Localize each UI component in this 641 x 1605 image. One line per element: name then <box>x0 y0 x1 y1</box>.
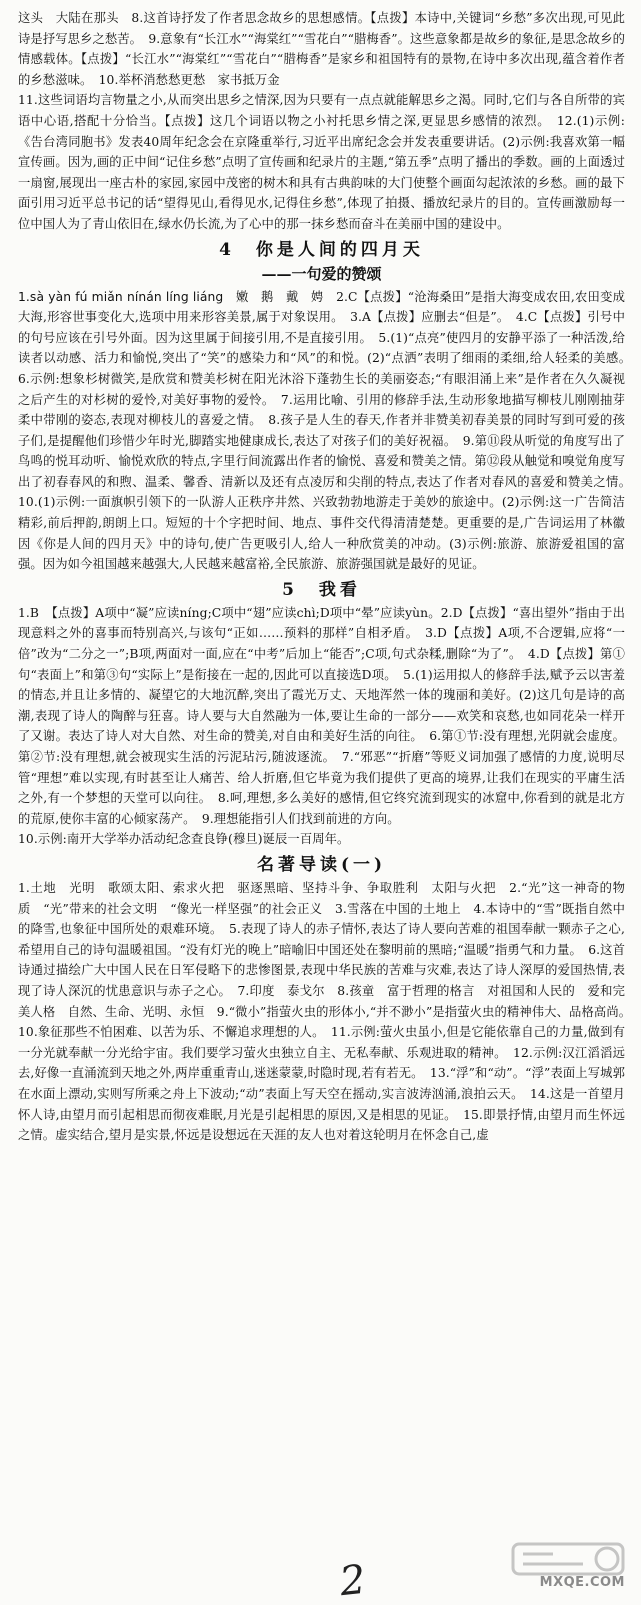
answer-page <box>18 8 638 1600</box>
answer-paragraph-classics: 1.土地 光明 歌颂太阳、索求火把 驱逐黑暗、坚持斗争、争取胜利 太阳与火把 2.“光”这一神奇的物质 “光”带来的社会文明 “像光一样坚强”的社会正义 3.雪落在中国的土地上 4.本诗中的“雪”既指自然中的降雪,也象征中国所处的艰难环境。 5.表现了诗人的赤子情怀,表达了诗人要向苦难的祖国奉献一颗赤子之心,希望用自己的诗句温暖祖国。“没有灯光的晚上”暗喻旧中国还处在黎明前的黑暗;“温暖”指勇气和力量。 6.这首诗通过描绘广大中国人民在日军侵略下的悲惨图景,表现中华民族的苦难与灾难,表达了诗人深厚的爱国热情,表现了诗人深沉的忧患意识与赤子之心。 7.印度 泰戈尔 8.孩童 富于哲理的格言 对祖国和人民的 爱和完美人格 自然、生命、光明、永恒 9.“微小”指萤火虫的形体小,“并不渺小”是指萤火虫的精神伟大、品格高尚。 10.象征那些不怕困难、以苦为乐、不懈追求理想的人。 11.示例:萤火虫虽小,但是它能依靠自己的力量,做到有一分光就奉献一分光给宇宙。我们要学习萤火虫独立自主、无私奉献、乐观进取的精神。 12.示例:汉江滔滔远去,好像一直涌流到天地之外,两岸重重青山,迷迷蒙蒙,时隐时现,若有若无。 13.“浮”和“动”。“浮”表面上写城郭在水面上漂动,实则写所乘之舟上下波动;“动”表面上写天空在摇动,实言波涛汹涌,浪拍云天。 14.这是一首望月怀人诗,由望月而引起相思而彻夜难眠,月光是引起相思的原因,又是相思的见证。 15.即景抒情,由望月而生怀远之情。虚实结合,望月是实景,怀远是设想远在天涯的友人也对着这轮明月在怀念自己,虚 <box>18 880 638 1143</box>
answer-paragraph-ch5: 1.B 【点拨】A项中“凝”应读níng;C项中“翅”应读chì;D项中“晕”应读yùn。2.D【点拨】“喜出望外”指由于出现意料之外的喜事而特别高兴,与该句“正如……预料的那样”自相矛盾。 3.D【点拨】A项,不合逻辑,应将“一倍”改为“二分之一”;B项,两面对一面,应在“中考”后加上“能否”;C项,句式杂糅,删除“为了”。 4.D【点拨】第①句“表面上”和第③句“实际上”是衔接在一起的,因此可以直接选D项。 5.(1)运用拟人的修辞手法,赋予云以害羞的情态,并且让多情的、凝望它的大地沉醉,突出了霞光万丈、天地浑然一体的瑰丽和美好。(2)这几句是诗的高潮,表现了诗人的陶醉与狂喜。诗人要与大自然融为一体,要让生命的一部分——欢笑和哀愁,也如同花朵一样开了又谢。表达了诗人对大自然、对生命的赞美,对自由和美好生活的向往。 6.第①节:没有理想,光阴就会虚度。第②节:没有理想,就会被现实生活的污泥玷污,随波逐流。 7.“邪恶”“折磨”等贬义词加强了感情的力度,说明尽管“理想”难以实现,有时甚至让人痛苦、给人折磨,但它毕竟为我们提供了更高的境界,让我们在现实的平庸生活之外,有一个梦想的天堂可以向往。 8.呵,理想,多么美好的感情,但它终究流到现实的冰窟中,你看到的就是北方的荒原,使你丰富的心倾家荡产。 9.理想能指引人们找到前进的方向。 <box>18 605 625 826</box>
section-subtitle-4: ——一句爱的赞颂 <box>261 264 382 283</box>
section-title-5: 5 我看 <box>282 579 361 600</box>
answer-paragraph-ch3-q11-12: 11.这些词语均言物量之小,从而突出思乡之情深,因为只要有一点点就能解思乡之渴。同时,它们与各自所带的宾语中心语,搭配十分恰当。【点拨】这几个词语以物之小衬托思乡情之深,更显思乡感情的浓烈。 12.(1)示例:《告台湾同胞书》发表40周年纪念会在京隆重举行,习近平出席纪念会并发表重要讲话。(2)示例:我喜欢第一幅宣传画。因为,画的正中间“记住乡愁”点明了宣传画和纪录片的主题,“第五季”点明了播出的季数。画的上面透过一扇窗,展现出一座古朴的家园,家园中茂密的树木和具有古典韵味的大门使整个画面勾起浓浓的乡愁。画的最下面引用习近平总书记的话“望得见山,看得见水,记得住乡愁”,体现了拍摄、播放纪录片的目的。宣传画激励每一位中国人为了青山依旧在,绿水仍长流,为了心中的那一抹乡愁而奋斗在美丽中国的建设中。 <box>18 93 625 231</box>
pinyin-answer: 1.sà yàn fú miǎn nínán líng liáng <box>18 289 224 304</box>
section-title-4: 4 你是人间的四月天 <box>219 239 424 260</box>
handwritten-page-number: 2 <box>337 1556 368 1605</box>
answer-paragraph-ch3-end: 这头 大陆在那头 8.这首诗抒发了作者思念故乡的思想感情。【点拨】本诗中,关键词“乡愁”多次出现,可见此诗是抒写思乡之愁苦。 9.意象有“长江水”“海棠红”“雪花白”“腊梅香”。这些意象都是故乡的象征,是思念故乡的情感载体。【点拨】“长江水”“海棠红”“雪花白”“腊梅香”是家乡和祖国特有的景物,在诗中多次出现,蕴含着作者的乡愁滋味。 10.举杯消愁愁更愁 家书抵万金 <box>18 11 625 87</box>
watermark-site-text: MXQE.COM <box>539 1575 625 1590</box>
answer-text-ch4: 嫩 鹅 戴 娉 2.C【点拨】“沧海桑田”是指大海变成农田,农田变成大海,形容世事变化大,选项中用来形容美景,属于对象误用。 3.A【点拨】应删去“但是”。 4.C【点拨】引号中的句号应该在引号外面。因为这里属于间接引用,不是直接引用。 5.(1)“点亮”使四月的安静平添了一种活泼,给读者以动感、活力和愉悦,突出了“笑”的感染力和“风”的和悦。(2)“点洒”表明了细雨的柔细,给人轻柔的美感。 6.示例:想象杉树微笑,是欣赏和赞美杉树在阳光沐浴下蓬勃生长的美丽姿态;“有眼泪涌上来”是作者在久久凝视之后产生的对杉树的爱怜,对美好事物的爱怜。 7.运用比喻、引用的修辞手法,生动形象地描写柳枝儿刚刚抽芽柔中带刚的姿态,表现对柳枝儿的喜爱之情。 8.孩子是人生的春天,作者并非赞美初春美景的同时写到可爱的孩子们,是提醒他们珍惜少年时光,脚踏实地健康成长,表达了对孩子们的美好祝福。 9.第⑪段从听觉的角度写出了鸟鸣的悦耳动听、愉悦欢欣的特点,字里行间流露出作者的愉悦、喜爱和赞美之情。第⑫段从触觉和嗅觉角度写出了初春春风的和煦、温柔、馨香、清新以及还有点凌厉和尖削的特点,表达了作者对春风的喜爱和赞美之情。 10.(1)示例:一面旗帜引领下的一队游人正秩序井然、兴致勃勃地游走于美妙的旅途中。(2)示例:这一广告简洁精彩,前后押韵,朗朗上口。短短的十个字把时间、地点、事件交代得清清楚楚。更重要的是,广告词运用了林徽因《你是人间的四月天》中的诗句,使广告更吸引人,给人一种欣赏美的冲动。(3)示例:旅游、旅游爱祖国的富强。因为如今祖国越来越强大,人民越来越富裕,全民旅游、旅游强国就是最好的见证。 <box>18 289 638 572</box>
answer-paragraph-ch4 <box>18 287 638 575</box>
section-title-classics-reading: 名著导读(一) <box>256 854 387 875</box>
answer-paragraph-ch5-q10: 10.示例:南开大学举办活动纪念查良铮(穆旦)诞辰一百周年。 <box>18 832 350 847</box>
